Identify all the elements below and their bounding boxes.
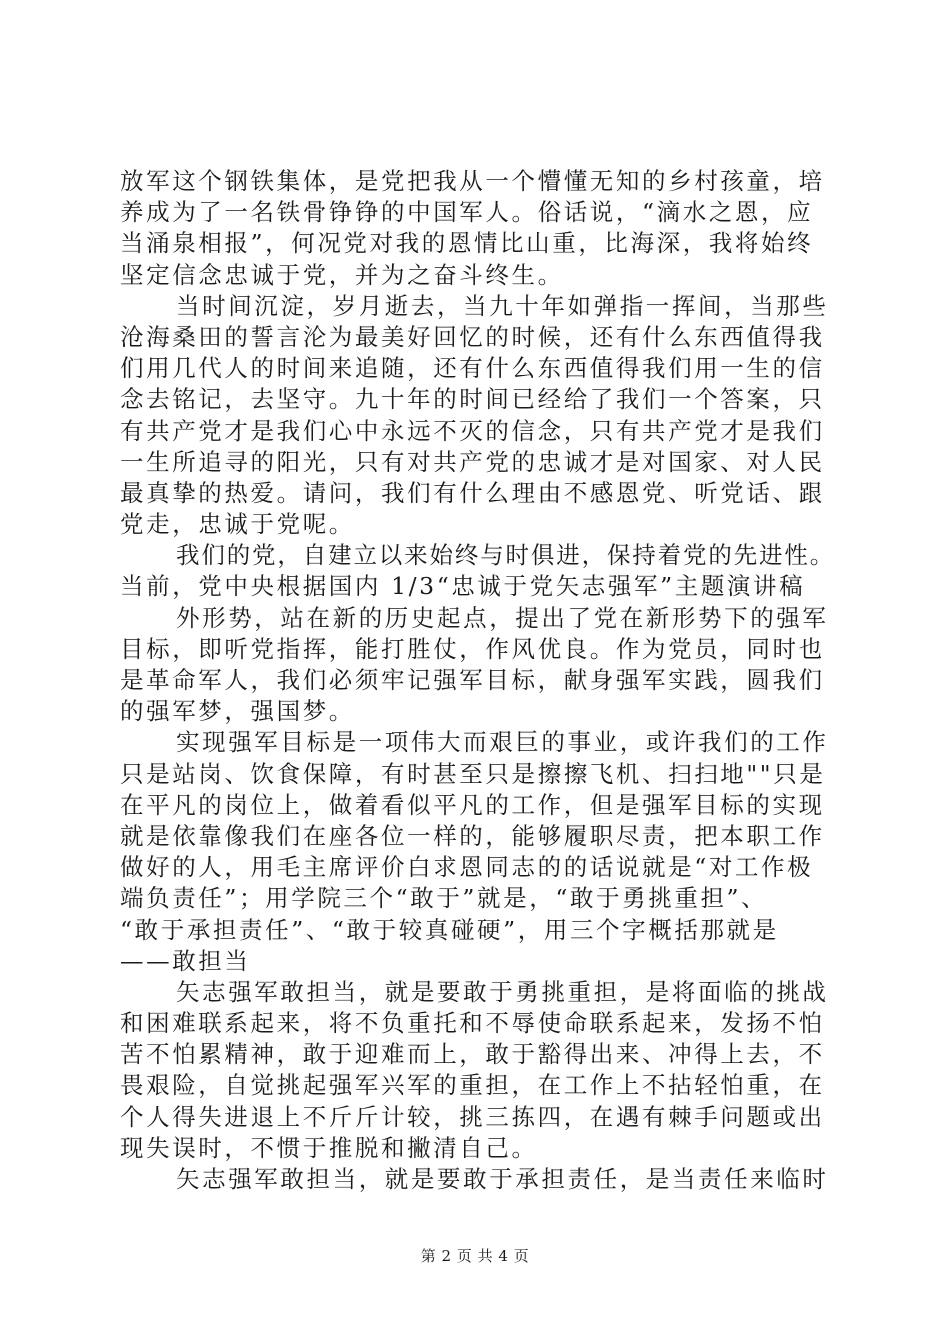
- text-line: 的强军梦，强国梦。: [120, 697, 355, 726]
- text-line: 养成为了一名铁骨铮铮的中国军人。俗话说，“滴水之恩，应: [120, 198, 814, 227]
- text-line: 端负责任”；用学院三个“敢于”就是，“敢于勇挑重担”、: [120, 884, 768, 913]
- text-line: 最真挚的热爱。请问，我们有什么理由不感恩党、听党话、跟: [120, 478, 825, 507]
- text-line: 目标，即听党指挥，能打胜仗，作风优良。作为党员，同时也: [120, 634, 825, 663]
- text-line: 个人得失进退上不斤斤计较，挑三拣四，在遇有棘手问题或出: [120, 1102, 825, 1131]
- text-line: 党走，忠诚于党呢。: [120, 510, 355, 539]
- text-line: 矢志强军敢担当，就是要敢于勇挑重担，是将面临的挑战: [176, 977, 829, 1006]
- text-line: 只是站岗、饮食保障，有时甚至只是擦擦飞机、扫扫地""只是: [120, 759, 826, 788]
- text-line: 坚定信念忠诚于党，并为之奋斗终生。: [120, 260, 564, 289]
- text-line: 实现强军目标是一项伟大而艰巨的事业，或许我们的工作: [176, 728, 829, 757]
- text-line: 一生所追寻的阳光，只有对共产党的忠诚才是对国家、对人民: [120, 447, 825, 476]
- text-line: 有共产党才是我们心中永远不灭的信念，只有共产党才是我们: [120, 416, 825, 445]
- text-line: 当时间沉淀，岁月逝去，当九十年如弹指一挥间，当那些: [176, 291, 829, 320]
- text-line: 就是依靠像我们在座各位一样的，能够履职尽责，把本职工作: [120, 821, 825, 850]
- text-line: 外形势，站在新的历史起点，提出了党在新形势下的强军: [176, 603, 829, 632]
- text-line: 和困难联系起来，将不负重托和不辱使命联系起来，发扬不怕: [120, 1009, 825, 1038]
- text-line: 苦不怕累精神，敢于迎难而上，敢于豁得出来、冲得上去，不: [120, 1040, 825, 1069]
- text-line: 畏艰险，自觉挑起强军兴军的重担，在工作上不拈轻怕重，在: [120, 1071, 825, 1100]
- text-line: 现失误时，不惯于推脱和撇清自己。: [120, 1133, 538, 1162]
- text-line: 沧海桑田的誓言沦为最美好回忆的时候，还有什么东西值得我: [120, 322, 825, 351]
- text-line: 们用几代人的时间来追随，还有什么东西值得我们用一生的信: [120, 354, 825, 383]
- text-line: 当前，党中央根据国内 1/3“忠诚于党矢志强军”主题演讲稿: [120, 572, 806, 601]
- text-line: “敢于承担责任”、“敢于较真碰硬”，用三个字概括那就是: [120, 915, 779, 944]
- text-line: 矢志强军敢担当，就是要敢于承担责任，是当责任来临时: [176, 1165, 829, 1193]
- page-footer: 第 2 页 共 4 页: [420, 1247, 530, 1265]
- text-line: 念去铭记，去坚守。九十年的时间已经给了我们一个答案，只: [120, 385, 825, 414]
- text-line: 我们的党，自建立以来始终与时俱进，保持着党的先进性。: [176, 541, 836, 570]
- text-line: 在平凡的岗位上，做着看似平凡的工作，但是强军目标的实现: [120, 790, 825, 819]
- text-line: 放军这个钢铁集体，是党把我从一个懵懂无知的乡村孩童，培: [120, 167, 825, 195]
- text-line: 当涌泉相报”，何况党对我的恩情比山重，比海深，我将始终: [120, 229, 814, 258]
- document-body: [120, 166, 836, 1195]
- text-line: ——敢担当: [120, 946, 251, 975]
- text-line: 做好的人，用毛主席评价白求恩同志的的话说就是“对工作极: [120, 853, 814, 882]
- text-line: 是革命军人，我们必须牢记强军目标，献身强军实践，圆我们: [120, 666, 825, 694]
